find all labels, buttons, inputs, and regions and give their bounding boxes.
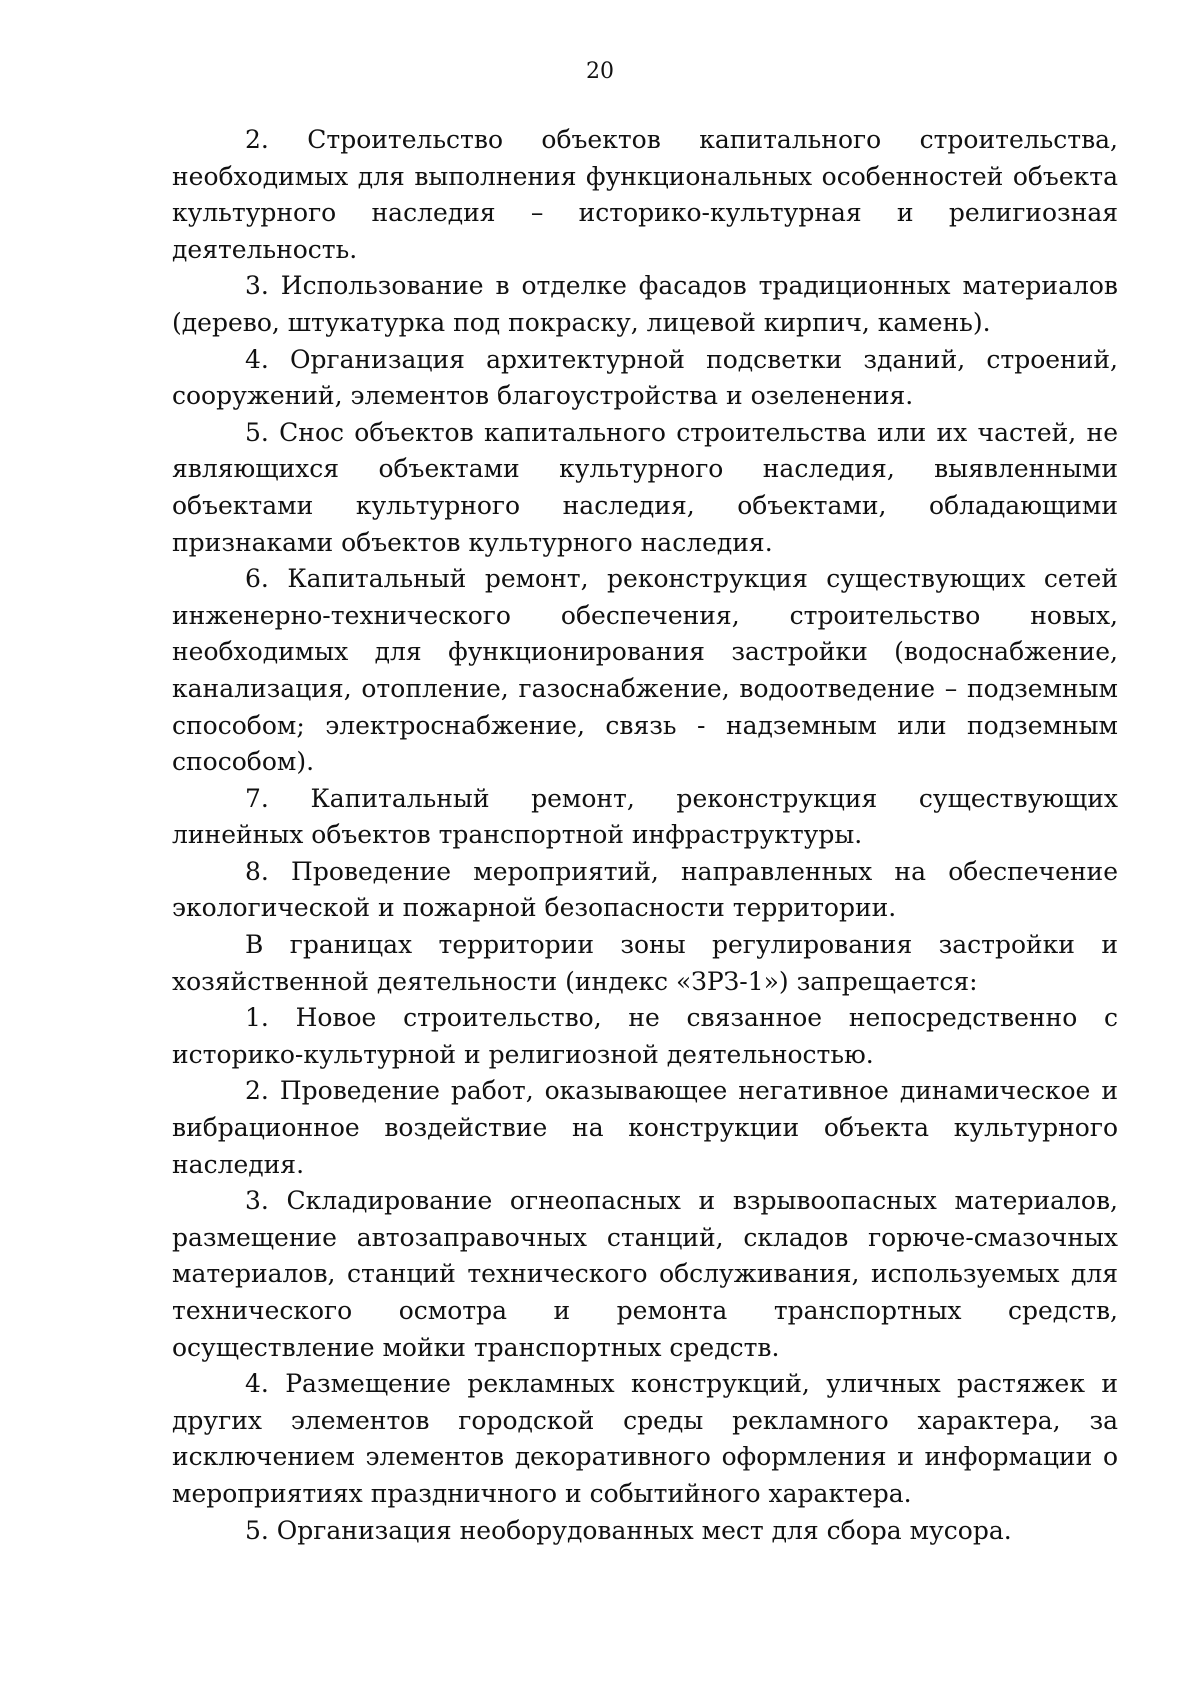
page-number: 20 — [586, 59, 614, 84]
paragraph: 3. Использование в отделке фасадов традиционных материалов (дерево, штукатурка под покраску, лицевой кирпич, камень). — [172, 271, 1118, 337]
paragraph: 4. Организация архитектурной подсветки зданий, строений, сооружений, элементов благоустройства и озеленения. — [172, 344, 1118, 411]
paragraph: 5. Организация необорудованных мест для сбора мусора. — [245, 1515, 1012, 1545]
paragraph: 4. Размещение рекламных конструкций, уличных растяжек и других элементов городской среды рекламного характера, за исключением элементов декоративного оформления и информации о мероприятиях праздничного и событийного характера. — [172, 1369, 1118, 1508]
paragraph: 5. Снос объектов капитального строительства или их частей, не являющихся объектами культурного наследия, выявленными объектами культурного наследия, объектами, обладающими признаками объектов культурного наследия. — [172, 417, 1118, 557]
paragraph: 2. Строительство объектов капитального строительства, необходимых для выполнения функциональных особенностей объекта культурного наследия – историко-культурная и религиозная деятельность. — [172, 125, 1118, 264]
paragraph: 3. Складирование огнеопасных и взрывоопасных материалов, размещение автозаправочных станций, складов горюче-смазочных материалов, станций технического обслуживания, используемых для технического осмотра и ремонта транспортных средств, осуществление мойки транспортных средств. — [172, 1186, 1118, 1362]
paragraph: 1. Новое строительство, не связанное непосредственно с историко-культурной и религиозной деятельностью. — [172, 1003, 1118, 1069]
paragraph: 8. Проведение мероприятий, направленных на обеспечение экологической и пожарной безопасности территории. — [172, 856, 1118, 923]
document-body — [172, 122, 1118, 1549]
paragraph: 6. Капитальный ремонт, реконструкция существующих сетей инженерно-технического обеспечения, строительство новых, необходимых для функционирования застройки (водоснабжение, канализация, отопление, газоснабжение, водоотведение – подземным способом; электроснабжение, связь - надземным или подземным способом). — [172, 564, 1118, 777]
paragraph: 7. Капитальный ремонт, реконструкция существующих линейных объектов транспортной инфраструктуры. — [172, 783, 1118, 850]
paragraph: 2. Проведение работ, оказывающее негативное динамическое и вибрационное воздействие на конструкции объекта культурного наследия. — [172, 1076, 1118, 1179]
section-intro-paragraph: В границах территории зоны регулирования застройки и хозяйственной деятельности (индекс «ЗРЗ-1») запрещается: — [172, 930, 1118, 996]
